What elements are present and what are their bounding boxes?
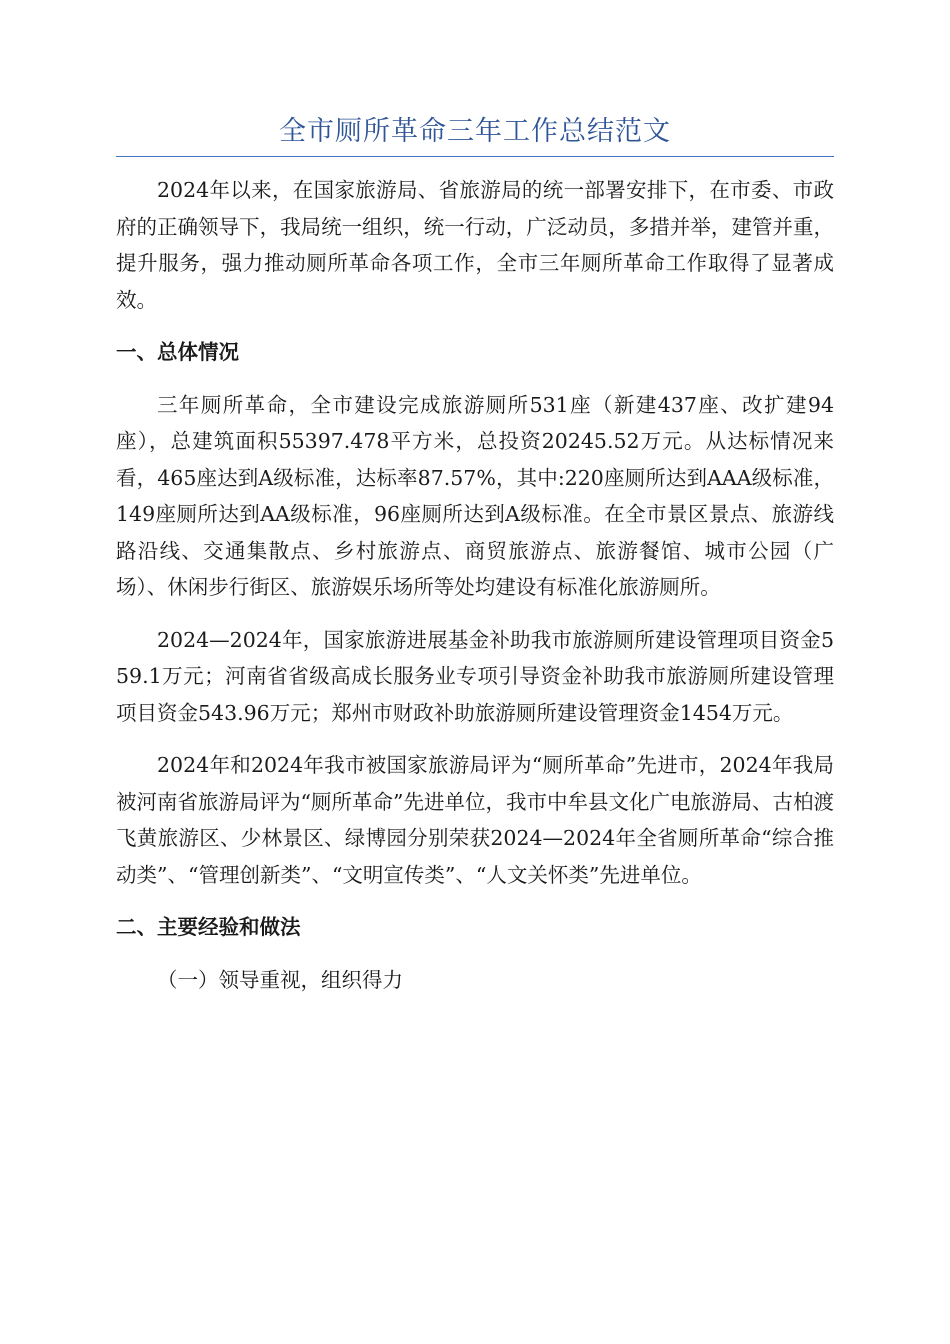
document-title: 全市厕所革命三年工作总结范文 [279,116,671,147]
section-heading-experience: 二、主要经验和做法 [116,915,301,939]
document-body [116,172,834,998]
overview-paragraph-construction: 三年厕所革命，全市建设完成旅游厕所531座（新建437座、改扩建94座），总建筑面积55397.478平方米，总投资20245.52万元。从达标情况来看，465座达到A级标准，达标率87.57%，其中:220座厕所达到AAA级标准，149座厕所达到AA级标准，96座厕所达到A级标准。在全市景区景点、旅游线路沿线、交通集散点、乡村旅游点、商贸旅游点、旅游餐馆、城市公园（广场）、休闲步行街区、旅游娱乐场所等处均建设有标准化旅游厕所。 [116,392,834,599]
subsection-heading-leadership: （一）领导重视，组织得力 [157,967,403,992]
overview-paragraph-awards: 2024年和2024年我市被国家旅游局评为“厕所革命”先进市，2024年我局被河南省旅游局评为“厕所革命”先进单位，我市中牟县文化广电旅游局、古柏渡飞黄旅游区、少林景区、绿博园分别荣获2024—2024年全省厕所革命“综合推动类”、“管理创新类”、“文明宣传类”、“人文关怀类”先进单位。 [116,753,834,887]
section-heading-overview: 一、总体情况 [116,340,239,364]
title-block [116,112,834,157]
intro-paragraph: 2024年以来，在国家旅游局、省旅游局的统一部署安排下，在市委、市政府的正确领导下，我局统一组织，统一行动，广泛动员，多措并举，建管并重，提升服务，强力推动厕所革命各项工作，全市三年厕所革命工作取得了显著成效。 [116,178,834,312]
overview-paragraph-funding: 2024—2024年，国家旅游进展基金补助我市旅游厕所建设管理项目资金559.1万元；河南省省级高成长服务业专项引导资金补助我市旅游厕所建设管理项目资金543.96万元；郑州市财政补助旅游厕所建设管理资金1454万元。 [116,627,834,725]
